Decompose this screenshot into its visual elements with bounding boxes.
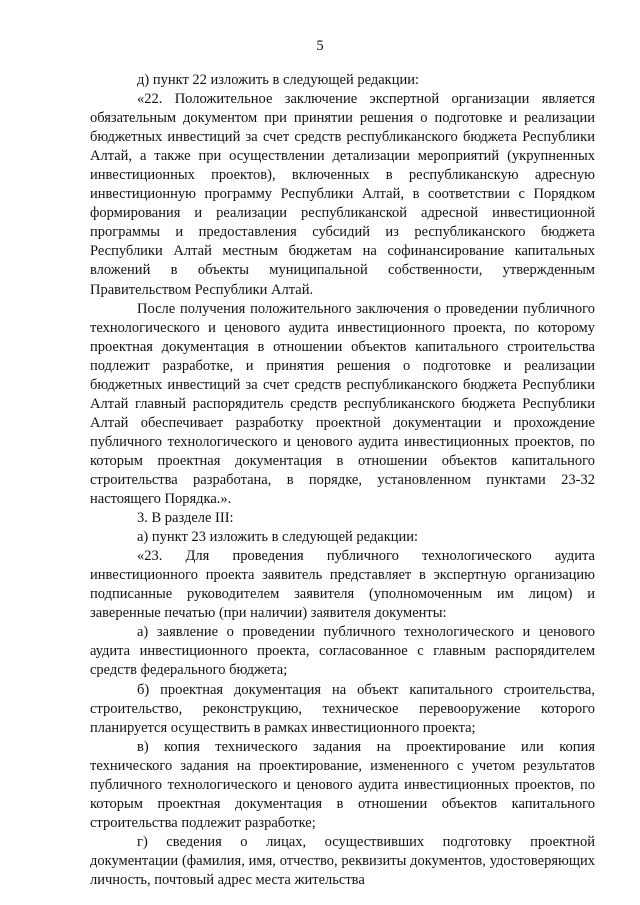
paragraph-clause-a-intro: а) пункт 23 изложить в следующей редакции: [137,529,419,546]
paragraph-document-a: а) заявление о проведении публичного технологического и ценового аудита инвестиционного проекта, согласованное с главным распорядителем средств федерального бюджета; [90,624,595,679]
paragraph-document-b: б) проектная документация на объект капитального строительства, строительство, реконструкцию, техническое перевооружение которого планируется осуществить в рамках инвестиционного проекта; [90,681,595,736]
paragraph-document-v: в) копия технического задания на проектирование или копия технического задания на проектирование, измененного с учетом результатов публичного технологического и ценового аудита инвестиционных проектов, по которым проектная документация в отношении объектов капитального строительства подлежит разработке; [90,738,595,831]
document-body [90,71,595,890]
paragraph-clause-d: д) пункт 22 изложить в следующей редакции: [137,72,419,88]
paragraph-document-g: г) сведения о лицах, осуществивших подготовку проектной документации (фамилия, имя, отчество, реквизиты документов, удостоверяющих личность, почтовый адрес места жительства [90,833,595,888]
paragraph-item-23: «23. Для проведения публичного технологического аудита инвестиционного проекта заявитель представляет в экспертную организацию подписанные руководителем заявителя (уполномоченным им лицом) и заверенные печатью (при наличии) заявителя документы: [90,548,595,622]
page-number: 5 [316,38,324,54]
paragraph-section-3: 3. В разделе III: [137,510,234,527]
paragraph-item-22: «22. Положительное заключение экспертной организации является обязательным документом при принятии решения о подготовке и реализации бюджетных инвестиций за счет средств республиканского бюджета Республики Алтай, а также при осуществлении детализации мероприятий (укрупненных инвестиционных проектов), включенных в республиканскую адресную инвестиционную программу Республики Алтай, в соответствии с Порядком формирования и реализации республиканской адресной инвестиционной программы и предоставления субсидий из республиканского бюджета Республики Алтай местным бюджетам на софинансирование капитальных вложений в объекты муниципальной собственности, утвержденным Правительством Республики Алтай. [90,91,595,298]
paragraph-after-conclusion: После получения положительного заключения о проведении публичного технологического и ценового аудита инвестиционного проекта, по которому проектная документация в отношении объектов капитального строительства подлежит разработке, и принятия решения о подготовке и реализации бюджетных инвестиций за счет средств республиканского бюджета Республики Алтай главный распорядитель средств республиканского бюджета Республики Алтай обеспечивает разработку проектной документации и прохождение публичного технологического и ценового аудита инвестиционных проектов, по которым проектная документация в отношении объектов капитального строительства разработана, в порядке, установленном пунктами 23-32 настоящего Порядка.». [90,300,595,508]
